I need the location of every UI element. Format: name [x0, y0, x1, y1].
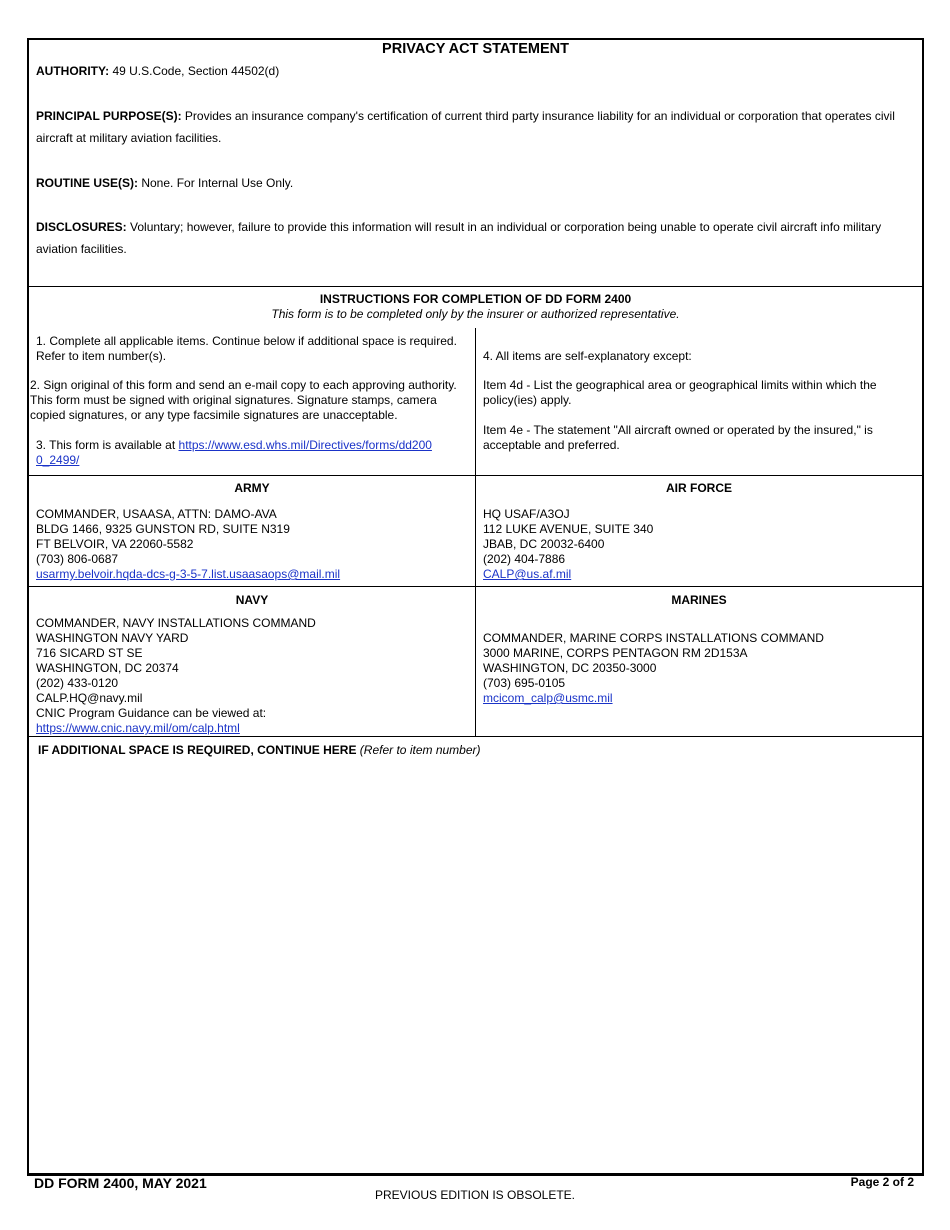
- navy-line: WASHINGTON, DC 20374: [36, 661, 179, 675]
- disclosures-text: Voluntary; however, failure to provide this information will result in an individual or corporation being unable to operate civil aircraft info military aviation facilities.: [36, 220, 882, 256]
- marines-address: [483, 631, 824, 706]
- marines-heading: MARINES: [671, 593, 727, 607]
- air-force-line: JBAB, DC 20032-6400: [483, 537, 605, 551]
- army-line: BLDG 1466, 9325 GUNSTON RD, SUITE N319: [36, 522, 290, 536]
- air-force-email-link[interactable]: CALP@us.af.mil: [483, 567, 572, 581]
- purpose-label: PRINCIPAL PURPOSE(S):: [36, 109, 182, 123]
- purpose-text: Provides an insurance company's certification of current third party insurance liability for an individual or corporation that operates civil aircraft at military aviation facilities.: [36, 109, 895, 145]
- navy-line: CNIC Program Guidance can be viewed at:: [36, 706, 267, 720]
- routine-text: None. For Internal Use Only.: [138, 176, 294, 190]
- instructions-subtitle: This form is to be completed only by the insurer or authorized representative.: [271, 307, 680, 321]
- army-line: COMMANDER, USAASA, ATTN: DAMO-AVA: [36, 507, 277, 521]
- authority-paragraph: [36, 60, 914, 82]
- army-line: FT BELVOIR, VA 22060-5582: [36, 537, 194, 551]
- air-force-line: HQ USAF/A3OJ: [483, 507, 570, 521]
- additional-space-label: [38, 743, 481, 757]
- navy-line: (202) 433-0120: [36, 676, 119, 690]
- air-force-line: 112 LUKE AVENUE, SUITE 340: [483, 522, 654, 536]
- instruction-item-2: 2. Sign original of this form and send an e-mail copy to each approving authority. This form must be signed with original signatures. Signature stamps, camera copied signatures, or any type facsimile signatures are unacceptable.: [30, 378, 457, 422]
- routine-paragraph: [36, 172, 914, 194]
- army-heading: ARMY: [234, 481, 270, 495]
- additional-space-field[interactable]: [31, 760, 918, 1168]
- instruction-item-4d: Item 4d - List the geographical area or geographical limits within which the policy(ies) apply.: [483, 378, 877, 407]
- instruction-item-3: [36, 438, 436, 468]
- navy-line: WASHINGTON NAVY YARD: [36, 631, 189, 645]
- form-page: [27, 38, 924, 1176]
- authority-label: AUTHORITY:: [36, 64, 110, 78]
- form-number: DD FORM 2400, MAY 2021: [34, 1175, 207, 1191]
- additional-space-hint: (Refer to item number): [356, 743, 481, 757]
- page-number: Page 2 of 2: [850, 1175, 914, 1189]
- navy-guidance-link[interactable]: https://www.cnic.navy.mil/om/calp.html: [36, 721, 240, 735]
- navy-address: [36, 616, 316, 736]
- routine-label: ROUTINE USE(S):: [36, 176, 138, 190]
- instruction-item-1: 1. Complete all applicable items. Continue below if additional space is required. Refer to item number(s).: [36, 334, 457, 363]
- navy-line: COMMANDER, NAVY INSTALLATIONS COMMAND: [36, 616, 316, 630]
- instruction-item-3-text: 3. This form is available at: [36, 438, 179, 452]
- contacts-bottom-divider: [29, 736, 922, 737]
- instructions-title: INSTRUCTIONS FOR COMPLETION OF DD FORM 2400: [319, 292, 632, 306]
- marines-line: WASHINGTON, DC 20350-3000: [483, 661, 657, 675]
- marines-line: 3000 MARINE, CORPS PENTAGON RM 2D153A: [483, 646, 748, 660]
- marines-line: COMMANDER, MARINE CORPS INSTALLATIONS COMMAND: [483, 631, 824, 645]
- army-email-link[interactable]: usarmy.belvoir.hqda-dcs-g-3-5-7.list.usaasaops@mail.mil: [36, 567, 341, 581]
- air-force-address: [483, 507, 653, 582]
- navy-line: 716 SICARD ST SE: [36, 646, 143, 660]
- forms-website-link[interactable]: https://www.esd.whs.mil/Directives/forms/dd2000_2499/: [36, 438, 432, 467]
- army-line: (703) 806-0687: [36, 552, 119, 566]
- privacy-act-section: [29, 40, 922, 287]
- instruction-item-4e: Item 4e - The statement "All aircraft owned or operated by the insured," is acceptable and preferred.: [483, 423, 873, 452]
- disclosures-paragraph: [36, 216, 914, 260]
- obsolete-notice: PREVIOUS EDITION IS OBSOLETE.: [374, 1188, 576, 1202]
- instructions-section: [29, 287, 922, 476]
- marines-line: (703) 695-0105: [483, 676, 566, 690]
- authority-text: 49 U.S.Code, Section 44502(d): [109, 64, 280, 78]
- purpose-paragraph: [36, 105, 914, 149]
- additional-space-title: IF ADDITIONAL SPACE IS REQUIRED, CONTINUE HERE: [38, 743, 357, 757]
- marines-email-link[interactable]: mcicom_calp@usmc.mil: [483, 691, 613, 705]
- contacts-row-divider: [29, 586, 922, 587]
- army-address: [36, 507, 340, 582]
- navy-line: CALP.HQ@navy.mil: [36, 691, 143, 705]
- instruction-item-4: 4. All items are self-explanatory except:: [483, 349, 692, 363]
- disclosures-label: DISCLOSURES:: [36, 220, 127, 234]
- air-force-heading: AIR FORCE: [666, 481, 732, 495]
- privacy-title: PRIVACY ACT STATEMENT: [382, 41, 569, 57]
- navy-heading: NAVY: [235, 593, 269, 607]
- air-force-line: (202) 404-7886: [483, 552, 566, 566]
